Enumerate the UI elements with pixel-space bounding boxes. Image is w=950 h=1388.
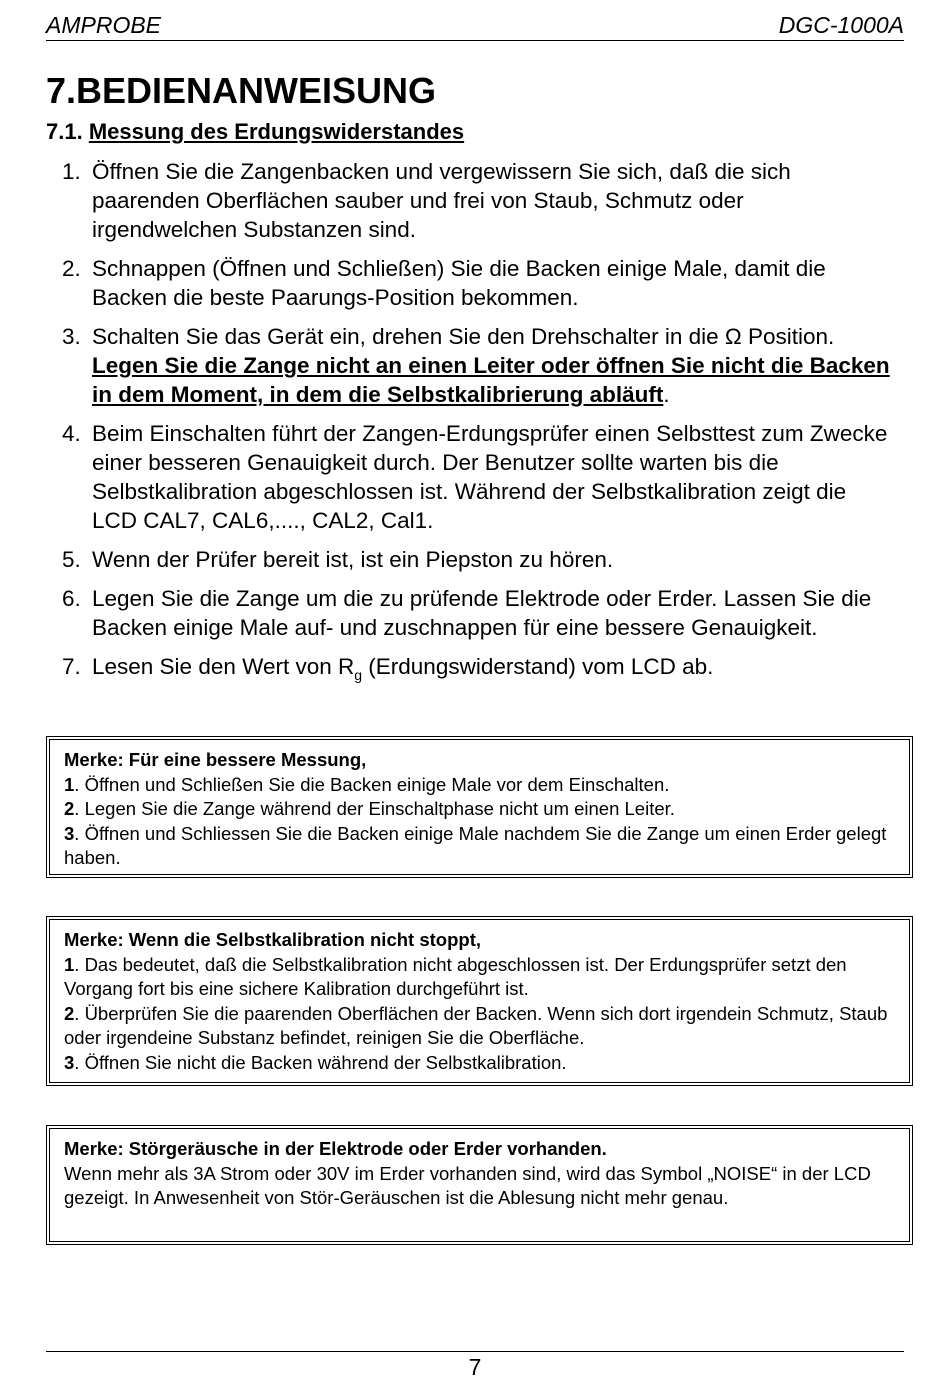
page-title: 7.BEDIENANWEISUNG (46, 70, 437, 111)
step-text: Beim Einschalten führt der Zangen-Erdungsprüfer einen Selbsttest zum Zwecke einer besseren Genauigkeit durch. Der Benutzer sollte warten bis die Selbstkalibration abgeschlossen ist. Während der Selbstkalibration zeigt die LCD CAL7, CAL6,...., CAL2, Cal1. (92, 421, 888, 533)
note-item-number: 2 (64, 798, 75, 819)
header-model: DGC-1000A (778, 12, 904, 38)
note-item-text: . Das bedeutet, daß die Selbstkalibration nicht abgeschlossen ist. Der Erdungsprüfer setzt den Vorgang fort bis eine sichere Kalibration durchgeführt ist. (64, 953, 847, 999)
step-text: Wenn der Prüfer bereit ist, ist ein Piepston zu hören. (92, 547, 614, 572)
list-item (62, 584, 892, 642)
note-box-better-measurement (46, 736, 913, 878)
note-item-number: 3 (64, 822, 75, 844)
note-box-calibration (46, 916, 913, 1086)
warning-period: . (663, 382, 670, 407)
list-item (62, 322, 892, 409)
note-item-number: 1 (64, 773, 75, 795)
note-box-noise (46, 1125, 913, 1245)
step-text: Legen Sie die Zange um die zu prüfende Elektrode oder Erder. Lassen Sie die Backen einige Male auf- und zuschnappen für eine bessere Genauigkeit. (92, 586, 872, 640)
subscript-g: g (354, 667, 363, 683)
note-item-text: . Legen Sie die Zange während der Einschaltphase nicht um einen Leiter. (74, 798, 675, 819)
step-text-after: (Erdungswiderstand) vom LCD ab. (362, 654, 714, 679)
page-header (46, 10, 904, 41)
note-item-number: 2 (64, 1002, 75, 1024)
step-number: 6. (62, 586, 81, 611)
note-item-number: 1 (64, 953, 75, 975)
section-number: 7.1. (46, 119, 83, 144)
list-item (62, 254, 892, 312)
note-item (64, 797, 895, 822)
step-number: 1. (62, 159, 81, 184)
note-item-text: . Überprüfen Sie die paarenden Oberflächen der Backen. Wenn sich dort irgendein Schmutz, Staub oder irgendeine Substanz befindet, reinigen Sie die Oberfläche. (64, 1002, 888, 1048)
step-text: Schalten Sie das Gerät ein, drehen Sie den Drehschalter in die Ω Position. (92, 324, 835, 349)
note-item-text: . Öffnen Sie nicht die Backen während der Selbstkalibration. (74, 1051, 567, 1073)
list-item (62, 157, 892, 244)
list-item (62, 545, 892, 574)
page-number: 7 (468, 1354, 482, 1380)
step-number: 2. (62, 256, 81, 281)
note-body: Wenn mehr als 3A Strom oder 30V im Erder vorhanden sind, wird das Symbol „NOISE“ in der LCD gezeigt. In Anwesenheit von Stör-Geräuschen ist die Ablesung nicht mehr genau. (64, 1162, 871, 1208)
list-item (62, 419, 892, 535)
step-text-before: Lesen Sie den Wert von R (92, 654, 355, 679)
note-item-text: . Öffnen und Schliessen Sie die Backen einige Male nachdem Sie die Zange um einen Erder gelegt haben. (64, 822, 887, 868)
step-number: 4. (62, 421, 81, 446)
note-item (64, 773, 895, 798)
note-item (64, 1002, 895, 1051)
section-title: Messung des Erdungswiderstandes (88, 119, 465, 144)
section-heading (46, 119, 464, 145)
step-number: 5. (62, 547, 81, 572)
note-title: Merke: Für eine bessere Messung, (64, 749, 367, 770)
calibration-warning: Legen Sie die Zange nicht an einen Leiter oder öffnen Sie nicht die Backen in dem Moment, in dem die Selbstkalibrierung abläuft (92, 353, 890, 407)
note-item (64, 953, 895, 1002)
note-title: Merke: Wenn die Selbstkalibration nicht stoppt, (64, 929, 481, 950)
step-number: 7. (62, 654, 81, 679)
note-item (64, 1051, 895, 1076)
step-text: Schnappen (Öffnen und Schließen) Sie die Backen einige Male, damit die Backen die beste Paarungs-Position bekommen. (92, 256, 826, 310)
step-text: Öffnen Sie die Zangenbacken und vergewissern Sie sich, daß die sich paarenden Oberflächen sauber und frei von Staub, Schmutz oder irgendwelchen Substanzen sind. (92, 159, 791, 242)
note-item-number: 3 (64, 1051, 75, 1073)
note-item (64, 822, 895, 871)
note-title: Merke: Störgeräusche in der Elektrode oder Erder vorhanden. (64, 1138, 607, 1159)
note-item-text: . Öffnen und Schließen Sie die Backen einige Male vor dem Einschalten. (74, 773, 670, 795)
footer-rule (46, 1351, 904, 1352)
step-number: 3. (62, 324, 81, 349)
list-item (62, 652, 892, 684)
header-brand: AMPROBE (46, 12, 162, 38)
instruction-list (62, 157, 892, 694)
